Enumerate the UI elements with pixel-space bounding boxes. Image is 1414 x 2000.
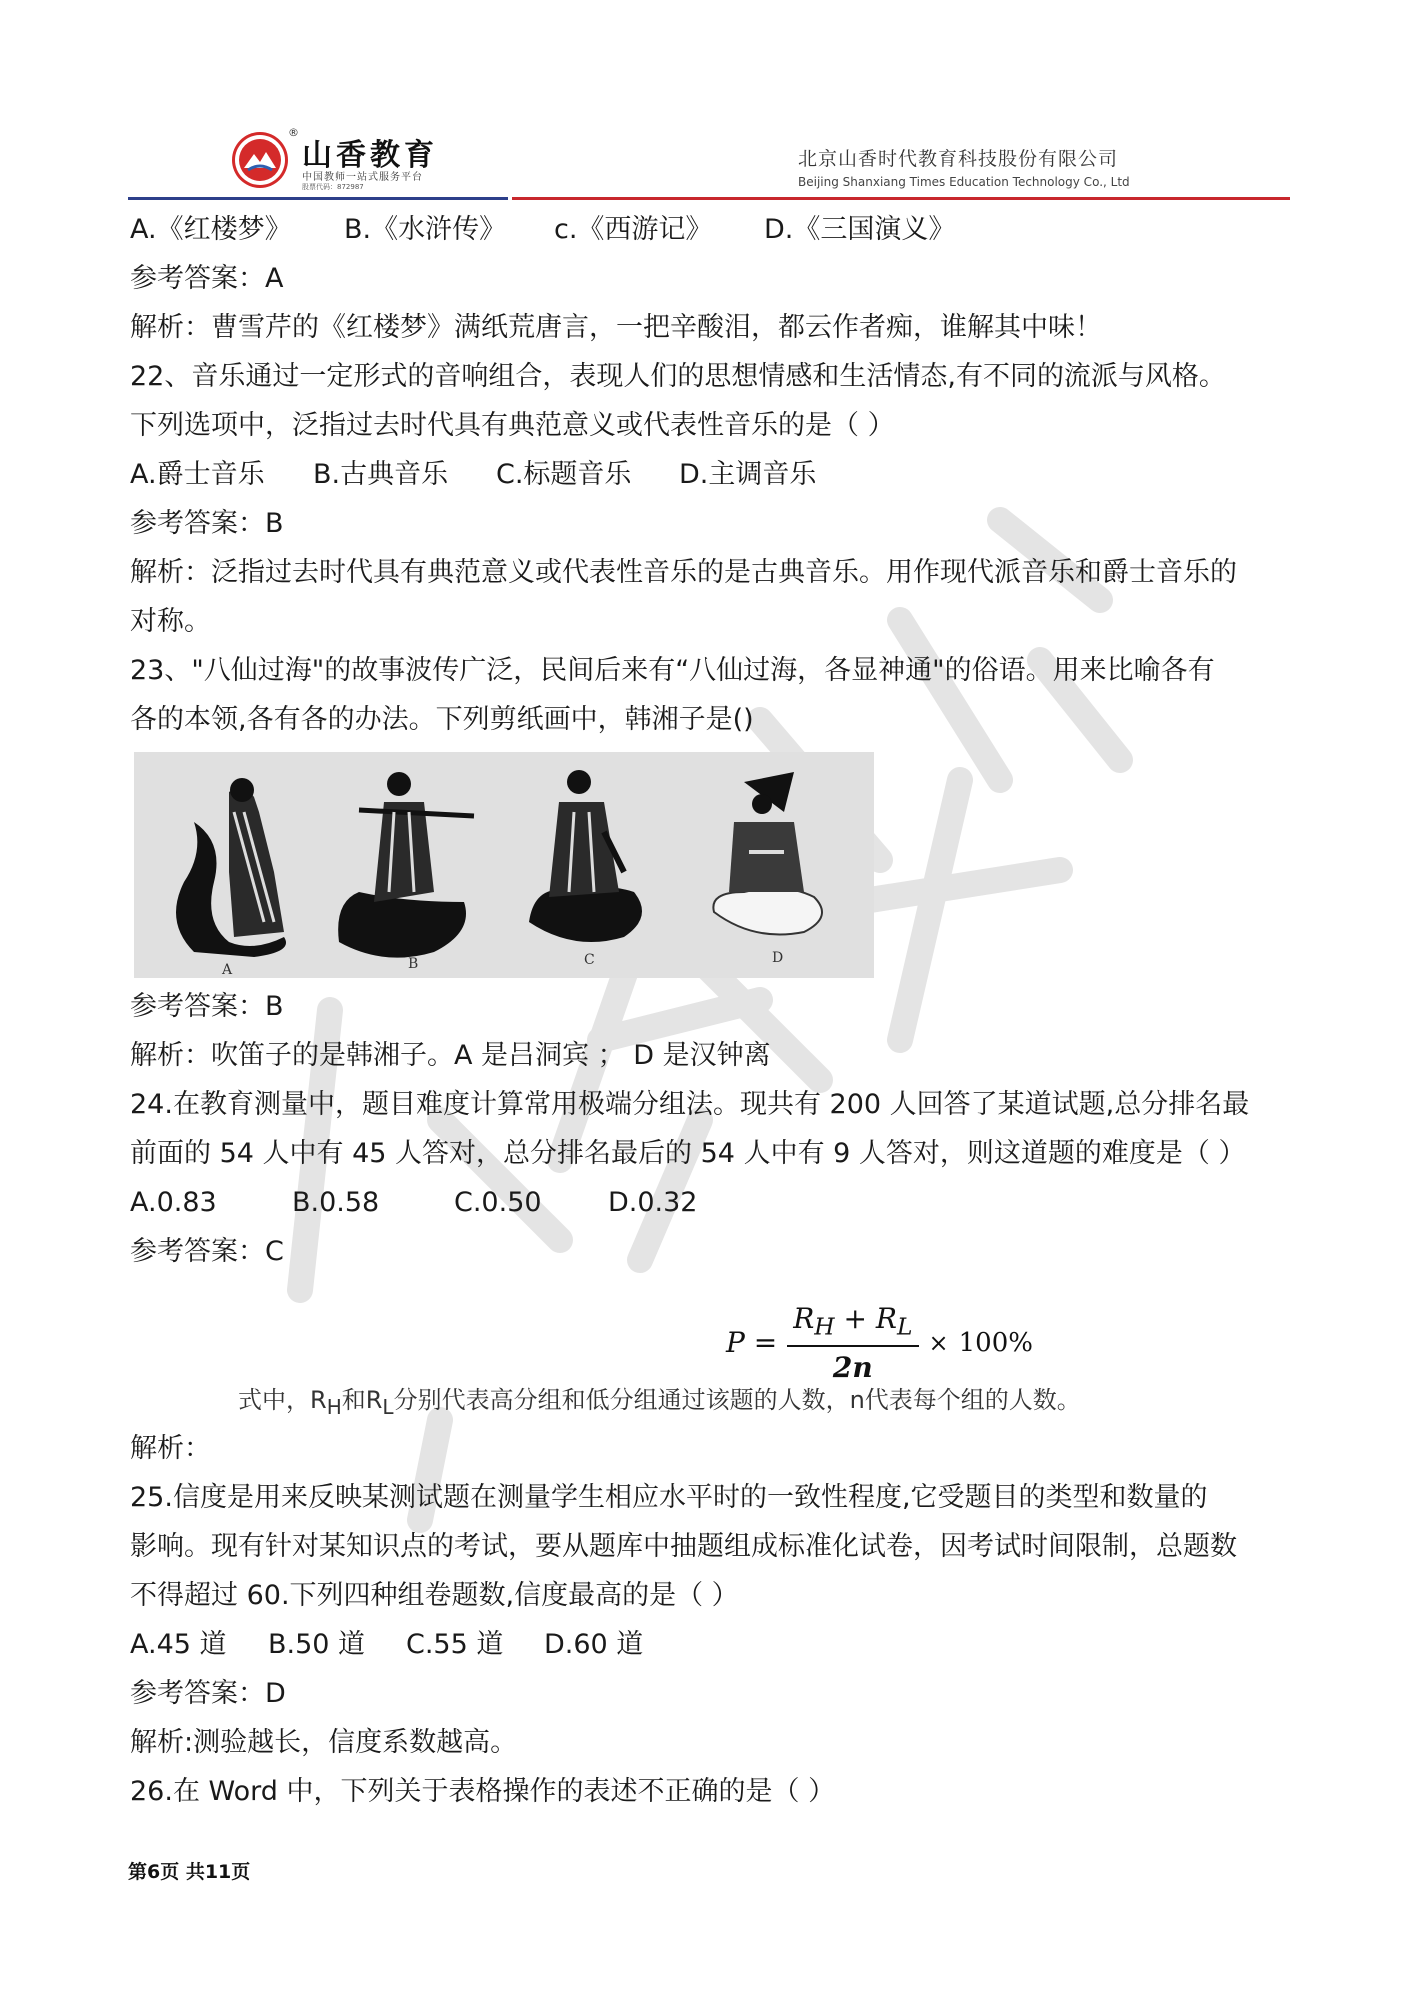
q25-option-a: A.45 道 — [130, 1629, 227, 1660]
logo-stock-code: 股票代码：872987 — [302, 183, 364, 191]
logo-tagline: 中国教师一站式服务平台 — [302, 172, 423, 183]
q25-stem-line2: 影响。现有针对某知识点的考试，要从题库中抽题组成标准化试卷，因考试时间限制，总题数 — [130, 1531, 1237, 1562]
q26-stem-line1: 26.在 Word 中，下列关于表格操作的表述不正确的是（ ） — [130, 1776, 836, 1807]
page-content — [130, 205, 1290, 1816]
q24-options — [130, 1178, 1290, 1227]
q24-option-c: C.0.50 — [454, 1187, 542, 1218]
company-name-en: Beijing Shanxiang Times Education Technology Co., Ltd — [798, 175, 1130, 189]
q24-option-a: A.0.83 — [130, 1187, 217, 1218]
figure-label-a: A — [222, 962, 233, 978]
company-name-cn: 北京山香时代教育科技股份有限公司 — [798, 148, 1119, 170]
q23-answer: 参考答案：B — [130, 991, 284, 1022]
formula-lhs: P = — [726, 1326, 778, 1360]
header-rule-blue — [128, 197, 508, 200]
formula-numerator: $R_H + R_L$ — [787, 1302, 918, 1347]
q22-option-b: B.古典音乐 — [313, 459, 449, 490]
figure-label-b: B — [408, 956, 419, 972]
q22-stem-line1: 22、音乐通过一定形式的音响组合，表现人们的思想情感和生活情态,有不同的流派与风格。 — [130, 361, 1226, 392]
q25-option-d: D.60 道 — [544, 1629, 644, 1660]
q25-options — [130, 1620, 1290, 1669]
q21-option-a: A.《红楼梦》 — [130, 214, 292, 245]
q21-option-b: B.《水浒传》 — [344, 214, 507, 245]
papercut-illustrations — [134, 752, 874, 978]
q24-analysis: 解析： — [130, 1433, 211, 1464]
q24-option-b: B.0.58 — [292, 1187, 380, 1218]
q22-options — [130, 450, 1290, 499]
q21-answer: 参考答案：A — [130, 263, 284, 294]
registered-mark: ® — [288, 126, 299, 139]
company-block — [798, 144, 1178, 189]
company-logo — [232, 128, 452, 192]
formula-times: × — [928, 1328, 949, 1357]
formula-percent: 100% — [958, 1327, 1033, 1358]
q25-stem-line3: 不得超过 60.下列四种组卷题数,信度最高的是（ ） — [130, 1580, 739, 1611]
q25-analysis: 解析:测验越长，信度系数越高。 — [130, 1727, 518, 1758]
difficulty-formula — [726, 1302, 1033, 1384]
q24-answer: 参考答案：C — [130, 1236, 284, 1267]
q25-option-c: C.55 道 — [406, 1629, 504, 1660]
q23-papercut-figure — [134, 752, 874, 978]
q22-option-c: C.标题音乐 — [496, 459, 632, 490]
q23-stem-line2: 各的本领,各有各的办法。下列剪纸画中，韩湘子是() — [130, 704, 754, 735]
q21-analysis: 解析：曹雪芹的《红楼梦》满纸荒唐言，一把辛酸泪，都云作者痴，谁解其中味！ — [130, 312, 1102, 343]
figure-label-d: D — [772, 950, 784, 966]
formula-note: 式中，$R_H$和$R_L$分别代表高分组和低分组通过该题的人数，n代表每个组的人数。 — [238, 1386, 1081, 1419]
q22-analysis-line1: 解析：泛指过去时代具有典范意义或代表性音乐的是古典音乐。用作现代派音乐和爵士音乐的 — [130, 557, 1237, 588]
q24-stem-line1: 24.在教育测量中，题目难度计算常用极端分组法。现共有 200 人回答了某道试题,总分排名最 — [130, 1089, 1250, 1120]
page-number: 第6页 共11页 — [128, 1861, 251, 1883]
q25-answer: 参考答案：D — [130, 1678, 286, 1709]
q22-option-d: D.主调音乐 — [679, 459, 817, 490]
q23-analysis: 解析：吹笛子的是韩湘子。A 是吕洞宾 ； D 是汉钟离 — [130, 1040, 771, 1071]
formula-fraction — [787, 1302, 918, 1384]
q23-stem-line1: 23、"八仙过海"的故事波传广泛，民间后来有“八仙过海，各显神通"的俗语。用来比喻各有 — [130, 655, 1215, 686]
difficulty-formula-block — [130, 1276, 1290, 1424]
q21-option-c: c.《西游记》 — [554, 214, 713, 245]
q22-answer: 参考答案：B — [130, 508, 284, 539]
q22-option-a: A.爵士音乐 — [130, 459, 265, 490]
q25-stem-line1: 25.信度是用来反映某测试题在测量学生相应水平时的一致性程度,它受题目的类型和数量的 — [130, 1482, 1208, 1513]
q22-stem-line2: 下列选项中，泛指过去时代具有典范意义或代表性音乐的是（ ） — [130, 410, 895, 441]
q22-analysis-line2: 对称。 — [130, 606, 211, 637]
q24-option-d: D.0.32 — [608, 1187, 698, 1218]
q21-options — [130, 205, 1290, 254]
formula-denominator: 2n — [832, 1350, 873, 1384]
header-rule-red — [512, 197, 1290, 200]
logo-name: 山香教育 — [302, 138, 438, 173]
q25-option-b: B.50 道 — [268, 1629, 366, 1660]
logo-emblem-icon — [232, 132, 288, 188]
figure-label-c: C — [584, 952, 595, 968]
q21-option-d: D.《三国演义》 — [764, 214, 956, 245]
q24-stem-line2: 前面的 54 人中有 45 人答对，总分排名最后的 54 人中有 9 人答对，则这道题的难度是（ ） — [130, 1138, 1246, 1169]
